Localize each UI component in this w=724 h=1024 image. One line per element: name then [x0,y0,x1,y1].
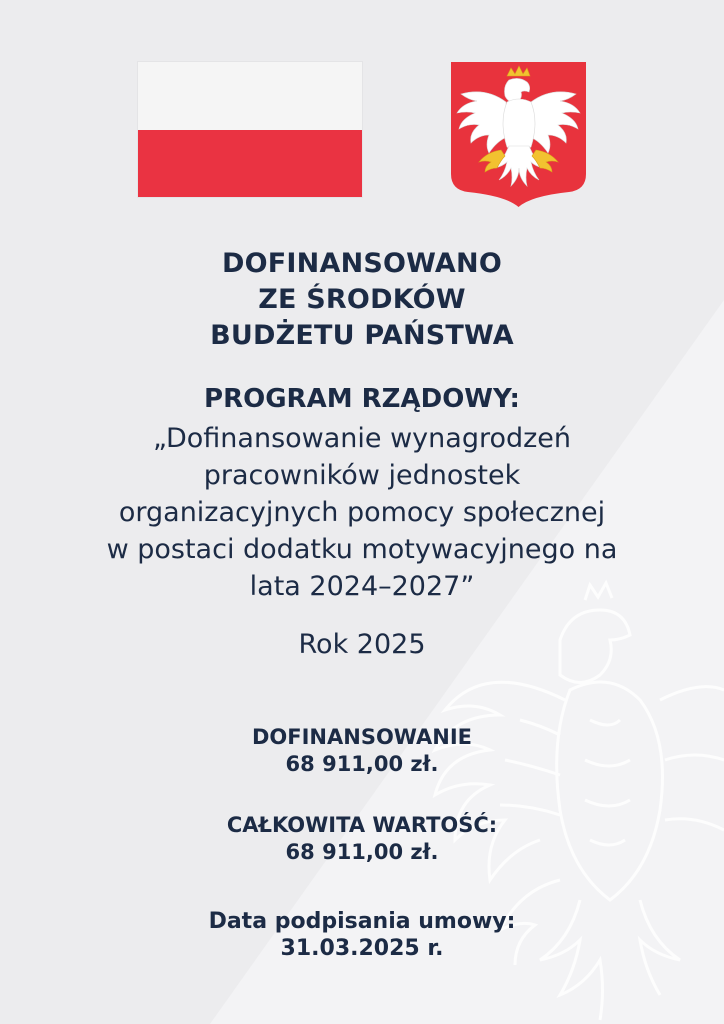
polish-flag-icon [138,62,362,197]
funding-section [0,724,724,778]
program-name-line: w postaci dodatku motywacyjnego na [106,534,618,565]
total-value: 68 911,00 zł. [285,840,439,864]
signing-value: 31.03.2025 r. [280,936,444,961]
program-name-line: organizacyjnych pomocy społecznej [118,497,606,528]
program-name [0,420,724,605]
heading-line: DOFINANSOWANO [222,248,502,279]
heading-line: BUDŻETU PAŃSTWA [210,320,514,351]
funding-label: DOFINANSOWANIE [251,725,473,749]
total-value-section [0,812,724,866]
funding-value: 68 911,00 zł. [285,752,439,776]
heading-line: ZE ŚRODKÓW [258,284,466,315]
program-name-line: pracowników jednostek [203,460,521,491]
program-name-line: lata 2024–2027” [249,571,475,602]
signing-label: Data podpisania umowy: [208,909,516,934]
program-label: PROGRAM RZĄDOWY: [204,384,520,414]
flag-white-stripe [138,62,362,130]
flag-red-stripe [138,130,362,198]
main-heading [0,246,724,354]
polish-eagle-emblem-icon [451,62,586,207]
total-label: CAŁKOWITA WARTOŚĆ: [226,813,498,837]
program-year: Rok 2025 [298,629,426,660]
signing-date-section [0,908,724,962]
program-name-line: „Dofinansowanie wynagrodzeń [152,423,572,454]
